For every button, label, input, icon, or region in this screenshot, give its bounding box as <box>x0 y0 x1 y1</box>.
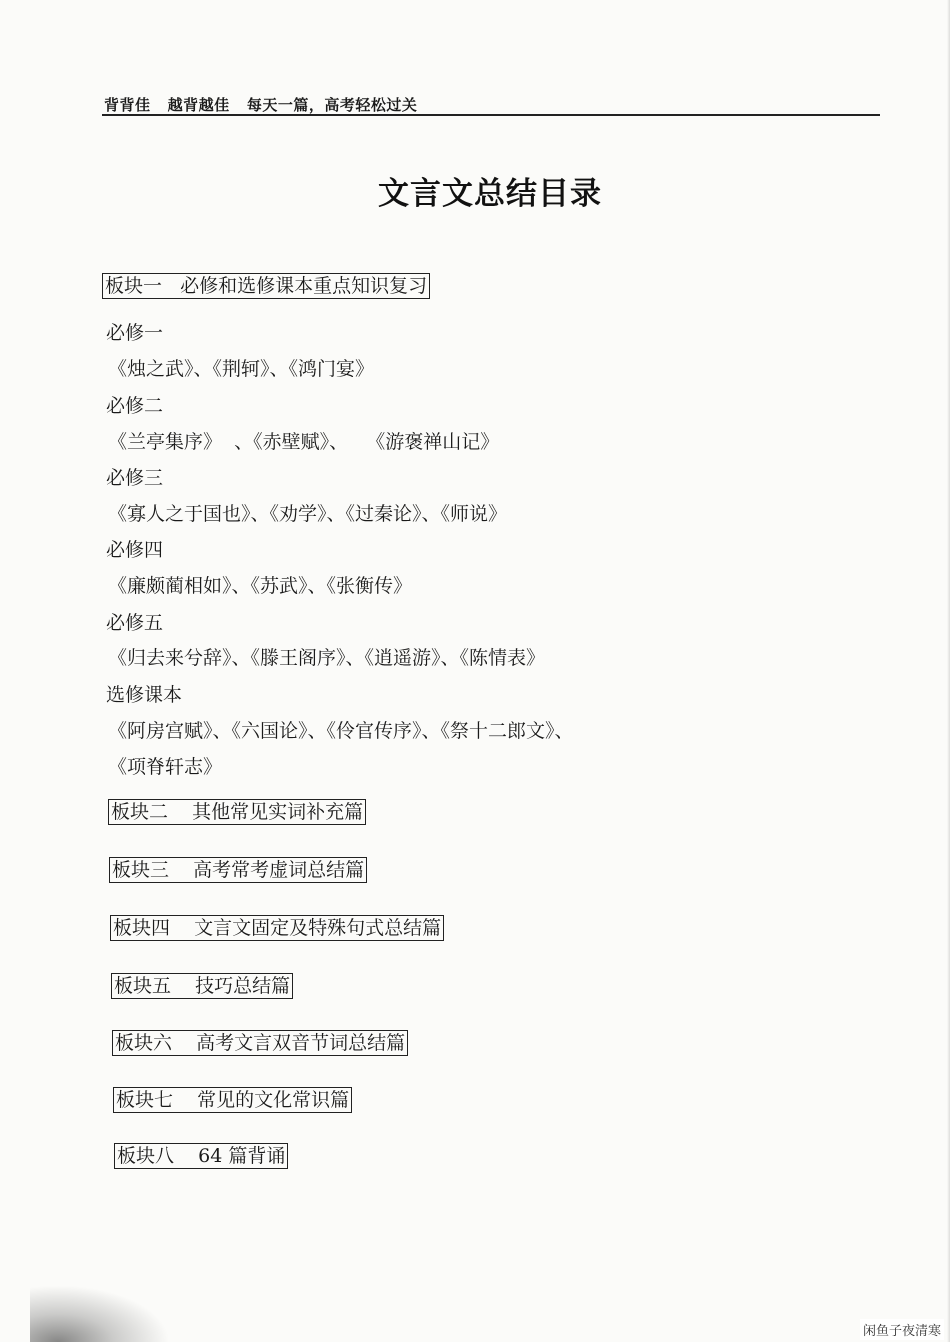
group-name-required-1: 必修一 <box>106 322 164 344</box>
section-heading-6: 板块六 高考文言双音节词总结篇 <box>112 1030 408 1056</box>
group-items-required-1: 《烛之武》、《荆轲》、《鸿门宴》 <box>108 358 375 380</box>
section-heading-2: 板块二 其他常见实词补充篇 <box>108 799 366 825</box>
header-slogan: 背背佳 越背越佳 每天一篇，高考轻松过关 <box>104 96 418 114</box>
group-name-required-3: 必修三 <box>106 467 164 489</box>
group-items-elective: 《阿房宫赋》、《六国论》、《伶官传序》、《祭十二郎文》、 <box>108 720 574 742</box>
group-items-required-5: 《归去来兮辞》、《滕王阁序》、《逍遥游》、《陈情表》 <box>108 647 546 669</box>
section-heading-3: 板块三 高考常考虚词总结篇 <box>109 857 367 883</box>
group-name-elective: 选修课本 <box>106 684 183 706</box>
header-divider <box>102 114 880 116</box>
section-heading-5: 板块五 技巧总结篇 <box>111 973 293 999</box>
section-heading-1: 板块一 必修和选修课本重点知识复习 <box>102 273 430 299</box>
scan-corner-shadow <box>30 1285 170 1342</box>
group-name-required-2: 必修二 <box>106 395 164 417</box>
group-items-required-2: 《兰亭集序》 、《赤壁赋》、 《游褒禅山记》 <box>108 431 500 453</box>
group-name-required-4: 必修四 <box>106 539 164 561</box>
group-items-elective-cont: 《项脊轩志》 <box>108 756 223 778</box>
group-items-required-3: 《寡人之于国也》、《劝学》、《过秦论》、《师说》 <box>108 503 508 525</box>
section-heading-4: 板块四 文言文固定及特殊句式总结篇 <box>110 915 444 941</box>
group-name-required-5: 必修五 <box>106 612 164 634</box>
watermark: 闲鱼子夜清寒 <box>860 1319 944 1340</box>
page-title: 文言文总结目录 <box>378 176 602 212</box>
section-heading-7: 板块七 常见的文化常识篇 <box>113 1087 352 1113</box>
group-items-required-4: 《廉颇蔺相如》、《苏武》、《张衡传》 <box>108 575 413 597</box>
section-heading-8: 板块八 64 篇背诵 <box>114 1143 288 1169</box>
